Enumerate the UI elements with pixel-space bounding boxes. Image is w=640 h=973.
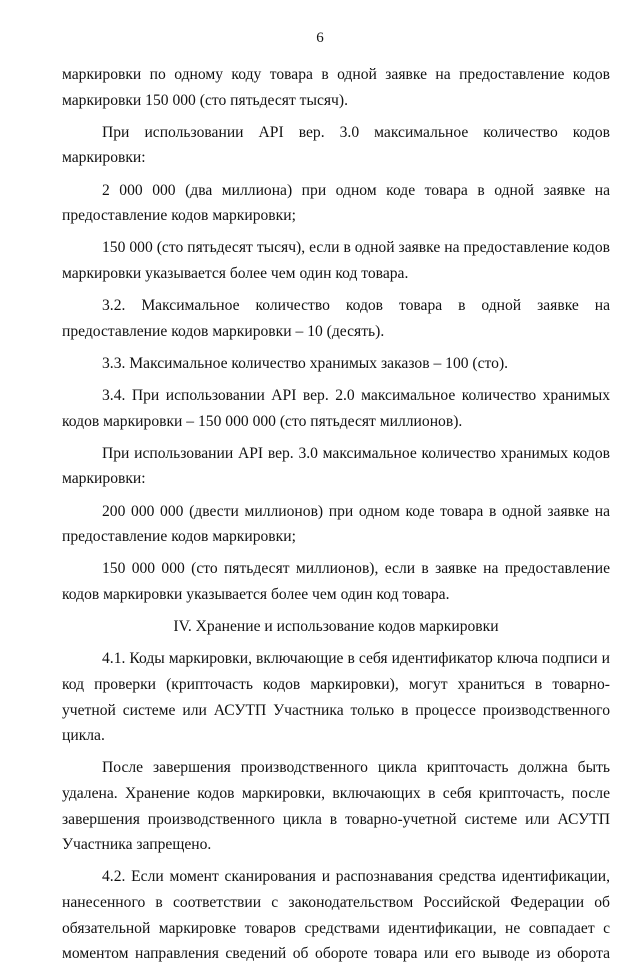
paragraph: При использовании API вер. 3.0 максимальное количество кодов маркировки: [62, 123, 610, 167]
paragraph: После завершения производственного цикла крипточасть должна быть удалена. Хранение кодов маркировки, включающих в себя крипточасть, после завершения производственного цикла в товарно-учетной системе или АСУТП Участника запрещено. [62, 759, 610, 854]
section-heading: IV. Хранение и использование кодов маркировки [173, 618, 499, 636]
paragraph: 150 000 (сто пятьдесят тысяч), если в одной заявке на предоставление кодов маркировки указывается более чем один код товара. [62, 239, 610, 282]
paragraph: 150 000 000 (сто пятьдесят миллионов), если в заявке на предоставление кодов маркировки указывается более чем один код товара. [62, 560, 610, 604]
document-body [62, 62, 610, 973]
paragraph: 200 000 000 (двести миллионов) при одном коде товара в одной заявке на предоставление кодов маркировки; [62, 502, 610, 546]
paragraph: 2 000 000 (два миллиона) при одном коде товара в одной заявке на предоставление кодов маркировки; [62, 181, 610, 225]
paragraph: 4.2. Если момент сканирования и распознавания средства идентификации, нанесенного в соответствии с законодательством Российской Федерации об обязательной маркировке товаров средствами идентификации, не совпадает с моментом направления сведений об обороте товара или его выводе из оборота [62, 868, 610, 963]
paragraph: 3.4. При использовании API вер. 2.0 максимальное количество хранимых кодов маркировки – 150 000 000 (сто пятьдесят миллионов). [62, 387, 610, 430]
paragraph: 3.3. Максимальное количество хранимых заказов – 100 (сто). [102, 354, 509, 372]
paragraph: При использовании API вер. 3.0 максимальное количество хранимых кодов маркировки: [62, 444, 610, 488]
paragraph: 3.2. Максимальное количество кодов товара в одной заявке на предоставление кодов маркировки – 10 (десять). [62, 297, 610, 340]
paragraph: 4.1. Коды маркировки, включающие в себя идентификатор ключа подписи и код проверки (крипточасть кодов маркировки), могут храниться в товарно-учетной системе или АСУТП Участника только в процессе производственного цикла. [62, 650, 610, 745]
page-number: 6 [316, 30, 324, 46]
paragraph: маркировки по одному коду товара в одной заявке на предоставление кодов маркировки 150 000 (сто пятьдесят тысяч). [62, 66, 610, 109]
